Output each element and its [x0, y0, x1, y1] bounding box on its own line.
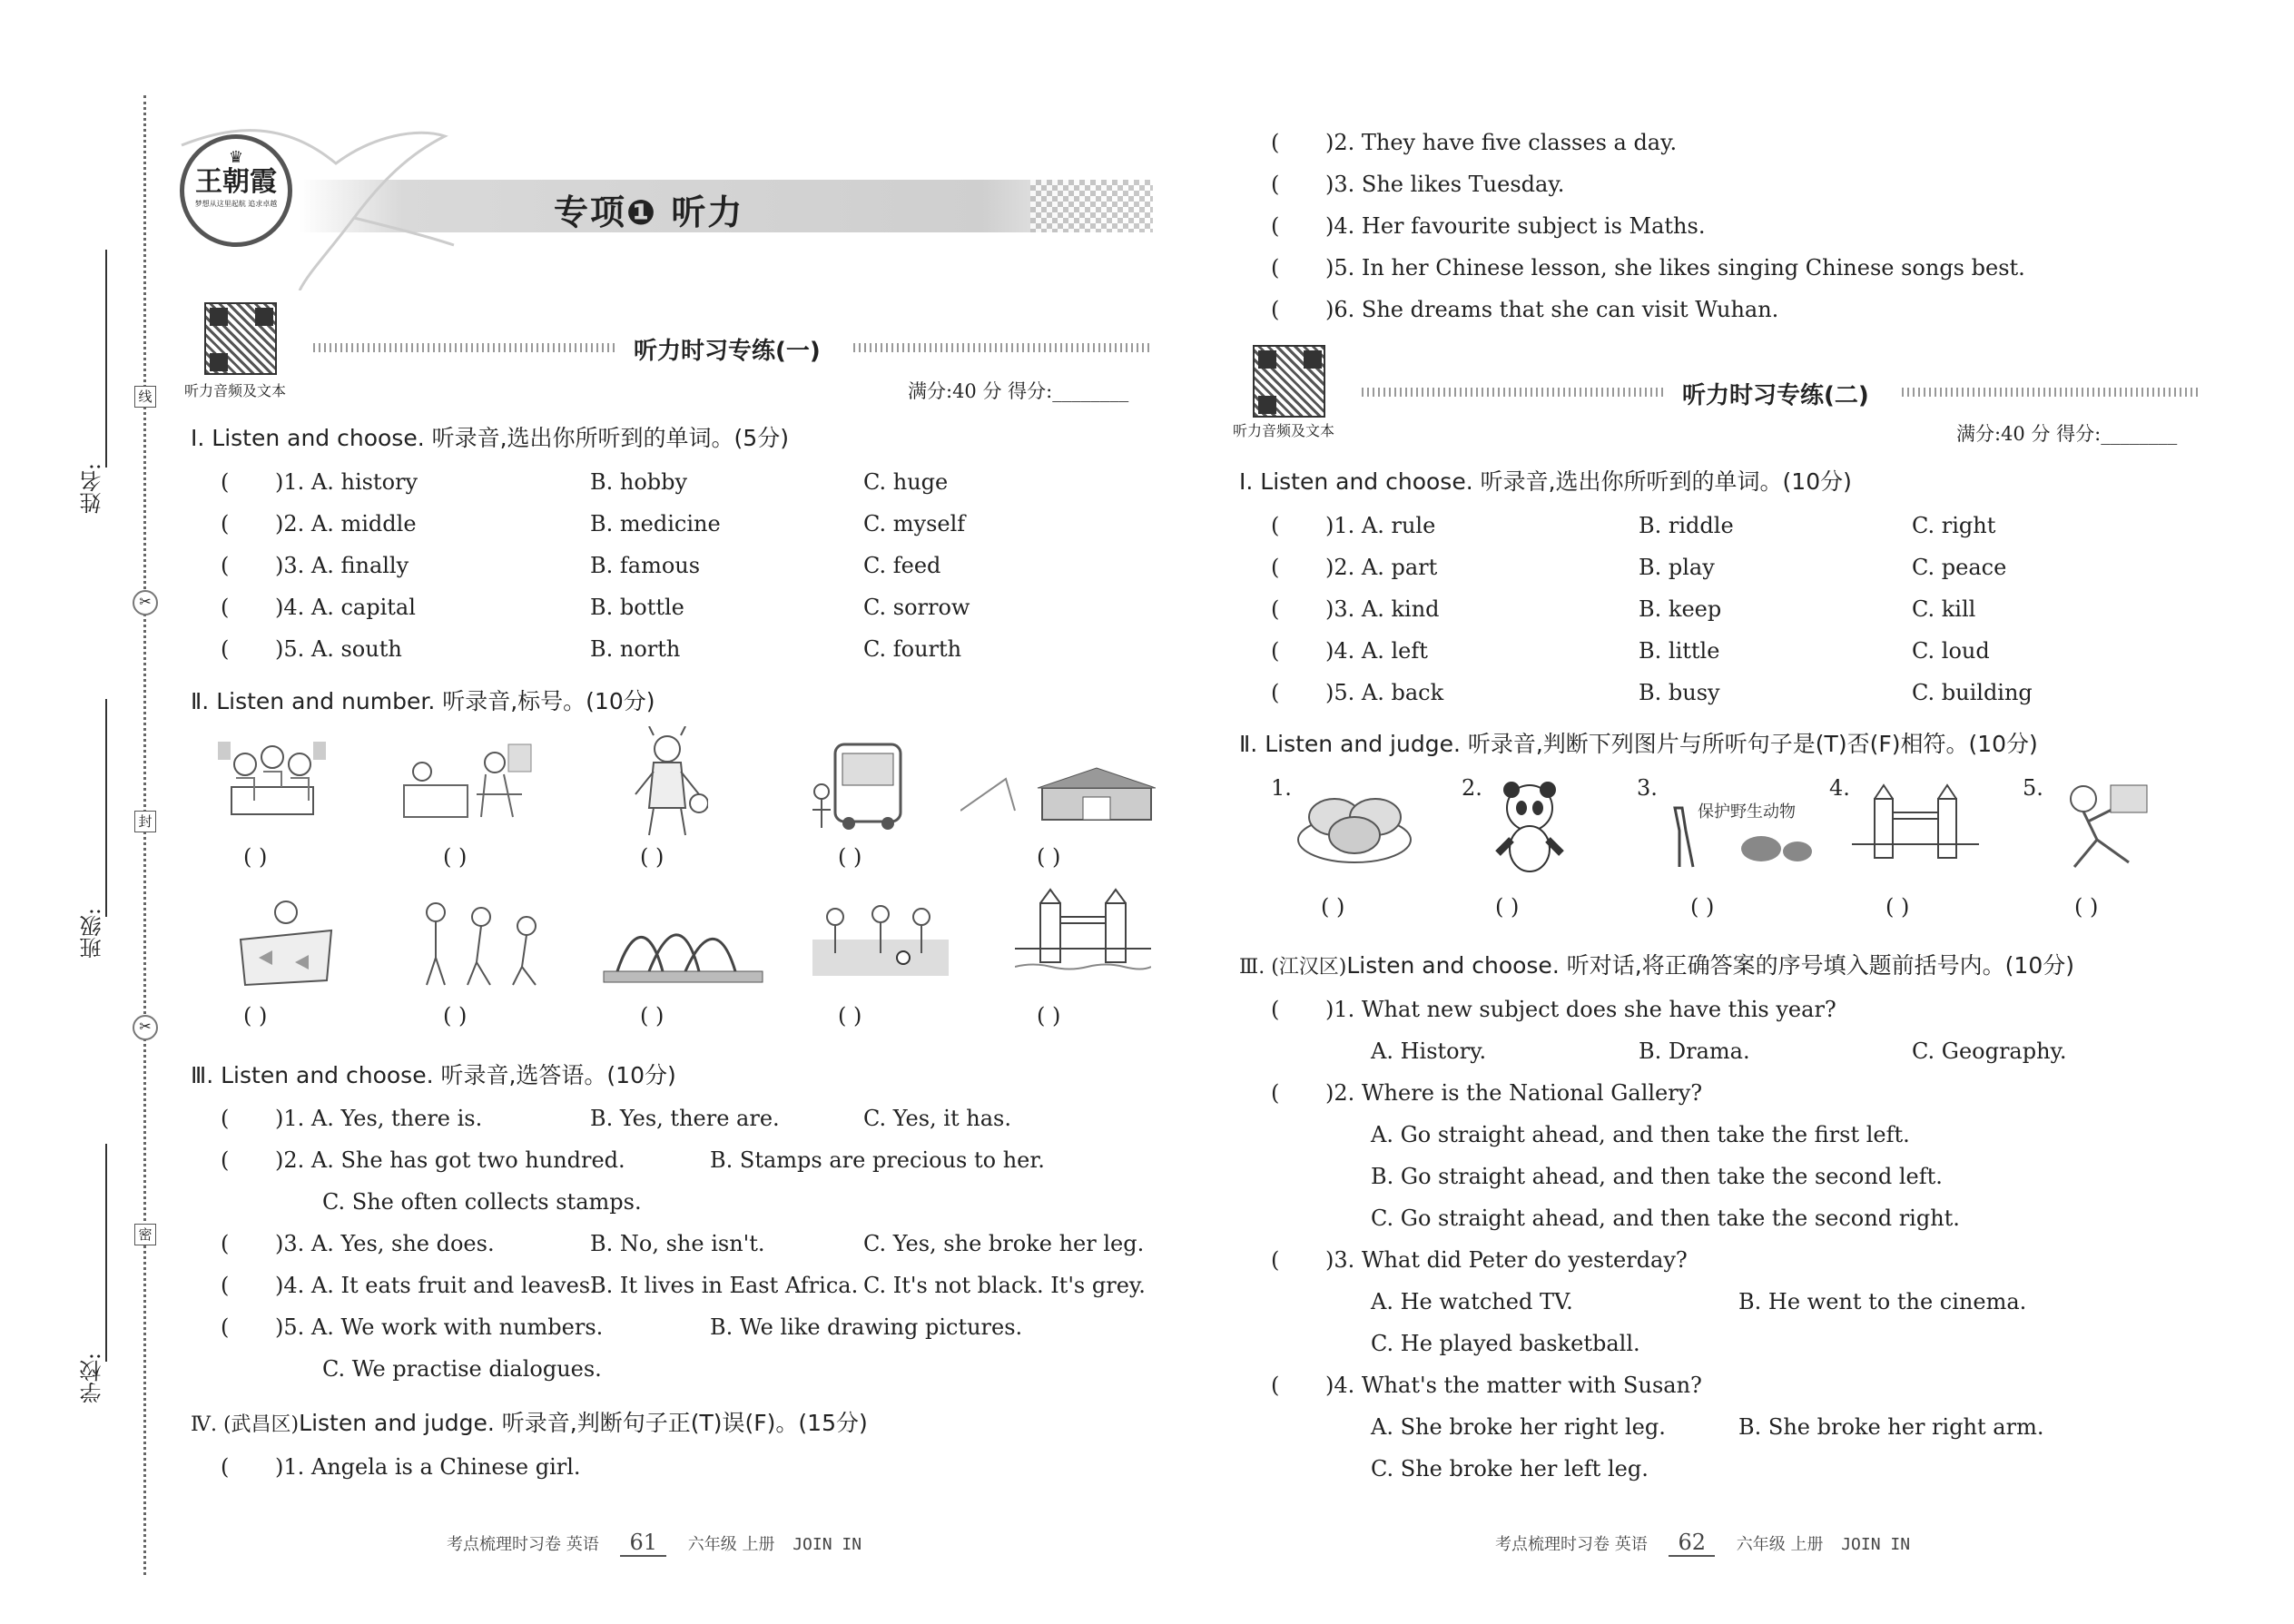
- option-b: B. Yes, there are.: [590, 1106, 780, 1131]
- option-b: B. busy: [1639, 680, 1720, 705]
- option-c: C. She often collects stamps.: [322, 1189, 642, 1215]
- name-blank-line: [105, 250, 107, 468]
- option-c: C. peace: [1912, 555, 2007, 580]
- picture-family-dinner: [213, 737, 331, 837]
- picture-living-room: [395, 740, 540, 831]
- option-b: B. Stamps are precious to her.: [710, 1147, 1045, 1173]
- answer-paren[interactable]: ( ): [838, 1003, 862, 1029]
- option-c: C. We practise dialogues.: [322, 1356, 602, 1382]
- sign-text: 保护野生动物: [1698, 802, 1796, 822]
- logo-slogan: 梦想从这里起航 追求卓越: [194, 200, 278, 208]
- answer-paren[interactable]: ( ): [640, 1003, 665, 1029]
- option-a: )2. A. middle: [275, 511, 417, 536]
- practice-title: 听力时习专练(二): [1682, 382, 1869, 409]
- option-a: A. Go straight ahead, and then take the first left.: [1371, 1122, 1910, 1147]
- footer-series: JOIN IN: [1841, 1535, 1911, 1554]
- picture-bus: [808, 737, 917, 837]
- answer-paren[interactable]: (: [221, 469, 230, 495]
- option-b: B. medicine: [590, 511, 721, 536]
- answer-paren[interactable]: ( ): [243, 844, 268, 870]
- answer-paren[interactable]: (: [221, 1106, 230, 1131]
- picture-mooncakes: [1294, 776, 1416, 867]
- scissors-icon: ✂: [133, 590, 158, 615]
- option-b: B. riddle: [1639, 513, 1734, 538]
- qr-code[interactable]: [204, 302, 277, 375]
- option-a: )3. A. finally: [275, 553, 409, 578]
- cut-mark-1: 线: [134, 386, 156, 408]
- option-b: B. north: [590, 636, 681, 662]
- option-c: C. Geography.: [1912, 1038, 2067, 1064]
- answer-paren[interactable]: (: [221, 553, 230, 578]
- answer-paren[interactable]: ( ): [1037, 1003, 1061, 1029]
- option-c: C. Go straight ahead, and then take the second right.: [1371, 1206, 1960, 1231]
- option-c: C. right: [1912, 513, 1996, 538]
- answer-paren[interactable]: (: [1271, 130, 1280, 155]
- answer-paren[interactable]: (: [1271, 638, 1280, 664]
- option-a: A. He watched TV.: [1371, 1289, 1573, 1314]
- section-2-heading: Ⅱ. Listen and judge. 听录音,判断下列图片与所听句子是(T)否(F)相符。(10分): [1239, 731, 2038, 757]
- option-a: )3. A. kind: [1325, 596, 1440, 622]
- logo-text: 王朝霞: [195, 166, 277, 198]
- picture-number: 4.: [1829, 775, 1850, 801]
- answer-paren[interactable]: (: [221, 1231, 230, 1256]
- picture-sports-player: [2047, 776, 2156, 876]
- footer-right: [1495, 1530, 1910, 1557]
- question: )1. What new subject does she have this year?: [1325, 997, 1836, 1022]
- answer-paren[interactable]: (: [1271, 513, 1280, 538]
- answer-paren[interactable]: (: [1271, 213, 1280, 239]
- answer-paren[interactable]: (: [221, 636, 230, 662]
- answer-paren[interactable]: (: [1271, 997, 1280, 1022]
- score-line: 满分:40 分 得分:________: [908, 380, 1129, 402]
- option-b: B. little: [1639, 638, 1720, 664]
- answer-paren[interactable]: (: [1271, 297, 1280, 322]
- option-b: B. Go straight ahead, and then take the second left.: [1371, 1164, 1943, 1189]
- option-c: C. sorrow: [863, 595, 970, 620]
- scissors-icon: ✂: [133, 1015, 158, 1040]
- answer-paren[interactable]: (: [1271, 596, 1280, 622]
- page-title: 专项❶ 听力: [554, 192, 744, 232]
- answer-paren[interactable]: ( ): [1495, 894, 1520, 920]
- option-a: )1. A. history: [275, 469, 418, 495]
- footer-book: 考点梳理时习卷 英语: [447, 1535, 599, 1554]
- answer-paren[interactable]: (: [1271, 255, 1280, 281]
- option-b: B. keep: [1639, 596, 1722, 622]
- picture-tower-bridge: [1015, 885, 1151, 980]
- option-a: )2. A. part: [1325, 555, 1438, 580]
- picture-number: 1.: [1271, 775, 1292, 801]
- page-number: 62: [1669, 1530, 1715, 1557]
- option-b: B. Drama.: [1639, 1038, 1750, 1064]
- dotted-rule: [313, 343, 617, 352]
- practice-title: 听力时习专练(一): [634, 338, 821, 365]
- score-line: 满分:40 分 得分:________: [1956, 423, 2178, 445]
- checker-decoration: [1030, 180, 1153, 232]
- option-c: C. kill: [1912, 596, 1976, 622]
- option-b: B. He went to the cinema.: [1738, 1289, 2027, 1314]
- footer-left: [447, 1530, 861, 1557]
- picture-costume-figure: [626, 726, 708, 840]
- picture-tiananmen: [960, 761, 1156, 824]
- name-label: 姓名:: [80, 463, 105, 515]
- dotted-rule: [1902, 388, 2201, 397]
- answer-paren[interactable]: ( ): [2074, 894, 2099, 920]
- answer-paren[interactable]: (: [221, 1273, 230, 1298]
- option-b: B. It lives in East Africa.: [590, 1273, 859, 1298]
- option-b: B. No, she isn't.: [590, 1231, 765, 1256]
- option-c: C. She broke her left leg.: [1371, 1456, 1649, 1481]
- section-1-heading: Ⅰ. Listen and choose. 听录音,选出你所听到的单词。(10分): [1239, 468, 1852, 495]
- dotted-rule: [1362, 388, 1666, 397]
- school-blank-line: [105, 1144, 107, 1362]
- picture-number: 2.: [1462, 775, 1482, 801]
- footer-grade: 六年级 上册: [1736, 1535, 1824, 1554]
- picture-tower-bridge: [1852, 781, 1979, 871]
- qr-caption: 听力音频及文本: [1233, 422, 1335, 439]
- section-3-heading: Ⅲ. Listen and choose. 听录音,选答语。(10分): [191, 1062, 676, 1088]
- answer-paren[interactable]: ( ): [1690, 894, 1715, 920]
- district-tag: Ⅳ. (武昌区): [191, 1413, 300, 1436]
- cut-mark-3: 密: [134, 1224, 156, 1245]
- picture-football-game: [812, 903, 949, 976]
- answer-paren[interactable]: (: [1271, 680, 1280, 705]
- footer-book: 考点梳理时习卷 英语: [1495, 1535, 1648, 1554]
- option-b: B. bottle: [590, 595, 684, 620]
- answer-paren[interactable]: (: [1271, 1080, 1280, 1106]
- section-4-heading: [191, 1410, 868, 1439]
- footer-grade: 六年级 上册: [687, 1535, 775, 1554]
- option-a: )4. A. capital: [275, 595, 416, 620]
- dotted-rule: [853, 343, 1153, 352]
- answer-paren[interactable]: ( ): [243, 1003, 268, 1029]
- answer-paren[interactable]: ( ): [443, 844, 468, 870]
- answer-paren[interactable]: ( ): [443, 1003, 468, 1029]
- option-c: C. building: [1912, 680, 2033, 705]
- option-c: C. Yes, she broke her leg.: [863, 1231, 1145, 1256]
- statement: )1. Angela is a Chinese girl.: [275, 1454, 581, 1480]
- question: )3. What did Peter do yesterday?: [1325, 1247, 1688, 1273]
- section-1-heading: Ⅰ. Listen and choose. 听录音,选出你所听到的单词。(5分): [191, 425, 789, 451]
- answer-paren[interactable]: (: [221, 1314, 230, 1340]
- option-b: B. She broke her right arm.: [1738, 1414, 2044, 1440]
- picture-number: 3.: [1637, 775, 1658, 801]
- brand-logo: ♛ 王朝霞 梦想从这里起航 追求卓越: [180, 134, 292, 247]
- option-c: C. feed: [863, 553, 941, 578]
- district-tag: Ⅲ. (江汉区): [1239, 956, 1347, 979]
- question: )4. What's the matter with Susan?: [1325, 1373, 1702, 1398]
- option-c: C. loud: [1912, 638, 1990, 664]
- picture-number: 5.: [2023, 775, 2043, 801]
- option-c: C. myself: [863, 511, 966, 536]
- picture-children-aquarium: [231, 894, 340, 989]
- option-b: B. We like drawing pictures.: [710, 1314, 1023, 1340]
- option-a: )5. A. We work with numbers.: [275, 1314, 604, 1340]
- option-a: A. History.: [1371, 1038, 1487, 1064]
- page-number: 61: [620, 1530, 666, 1557]
- section-4-title: Listen and judge. 听录音,判断句子正(T)误(F)。(15分): [299, 1410, 868, 1436]
- statement: )5. In her Chinese lesson, she likes singing Chinese songs best.: [1325, 255, 2025, 281]
- option-c: C. Yes, it has.: [863, 1106, 1011, 1131]
- qr-code[interactable]: [1253, 345, 1325, 418]
- picture-children-playing: [413, 894, 549, 989]
- answer-paren[interactable]: ( ): [640, 844, 665, 870]
- picture-wildlife-sign: [1666, 790, 1820, 871]
- option-a: A. She broke her right leg.: [1371, 1414, 1666, 1440]
- option-c: C. He played basketball.: [1371, 1331, 1640, 1356]
- statement: )3. She likes Tuesday.: [1325, 172, 1565, 197]
- answer-paren[interactable]: (: [221, 1147, 230, 1173]
- statement: )2. They have five classes a day.: [1325, 130, 1678, 155]
- question: )2. Where is the National Gallery?: [1325, 1080, 1703, 1106]
- answer-paren[interactable]: (: [1271, 1247, 1280, 1273]
- option-c: C. It's not black. It's grey.: [863, 1273, 1146, 1298]
- option-a: )1. A. rule: [1325, 513, 1436, 538]
- option-c: C. huge: [863, 469, 949, 495]
- answer-paren[interactable]: (: [221, 1454, 230, 1480]
- answer-paren[interactable]: ( ): [838, 844, 862, 870]
- answer-paren[interactable]: (: [1271, 172, 1280, 197]
- answer-paren[interactable]: (: [221, 511, 230, 536]
- class-label: 班级:: [80, 908, 105, 960]
- option-b: B. hobby: [590, 469, 688, 495]
- answer-paren[interactable]: ( ): [1885, 894, 1910, 920]
- answer-paren[interactable]: (: [1271, 555, 1280, 580]
- dotted-cut-line: [143, 95, 146, 1575]
- answer-paren[interactable]: ( ): [1037, 844, 1061, 870]
- option-a: )5. A. back: [1325, 680, 1444, 705]
- qr-caption: 听力音频及文本: [184, 382, 287, 399]
- option-a: )1. A. Yes, there is.: [275, 1106, 483, 1131]
- binding-margin: [0, 0, 172, 1624]
- answer-paren[interactable]: (: [1271, 1373, 1280, 1398]
- cut-mark-2: 封: [134, 811, 156, 832]
- option-b: B. play: [1639, 555, 1715, 580]
- class-blank-line: [105, 699, 107, 917]
- picture-opera-house: [599, 912, 767, 985]
- option-a: )2. A. She has got two hundred.: [275, 1147, 625, 1173]
- footer-series: JOIN IN: [793, 1535, 862, 1554]
- option-c: C. fourth: [863, 636, 962, 662]
- answer-paren[interactable]: ( ): [1321, 894, 1345, 920]
- school-label: 学校:: [80, 1353, 105, 1404]
- picture-panda: [1489, 776, 1570, 876]
- option-a: )4. A. left: [1325, 638, 1428, 664]
- statement: )4. Her favourite subject is Maths.: [1325, 213, 1706, 239]
- statement: )6. She dreams that she can visit Wuhan.: [1325, 297, 1779, 322]
- section-2-heading: Ⅱ. Listen and number. 听录音,标号。(10分): [191, 688, 655, 714]
- option-a: )5. A. south: [275, 636, 402, 662]
- option-b: B. famous: [590, 553, 701, 578]
- section-3-title: Listen and choose. 听对话,将正确答案的序号填入题前括号内。(10分): [1346, 952, 2074, 979]
- option-a: )4. A. It eats fruit and leaves.: [275, 1273, 597, 1298]
- option-a: )3. A. Yes, she does.: [275, 1231, 495, 1256]
- section-3-heading: [1239, 952, 2074, 981]
- answer-paren[interactable]: (: [221, 595, 230, 620]
